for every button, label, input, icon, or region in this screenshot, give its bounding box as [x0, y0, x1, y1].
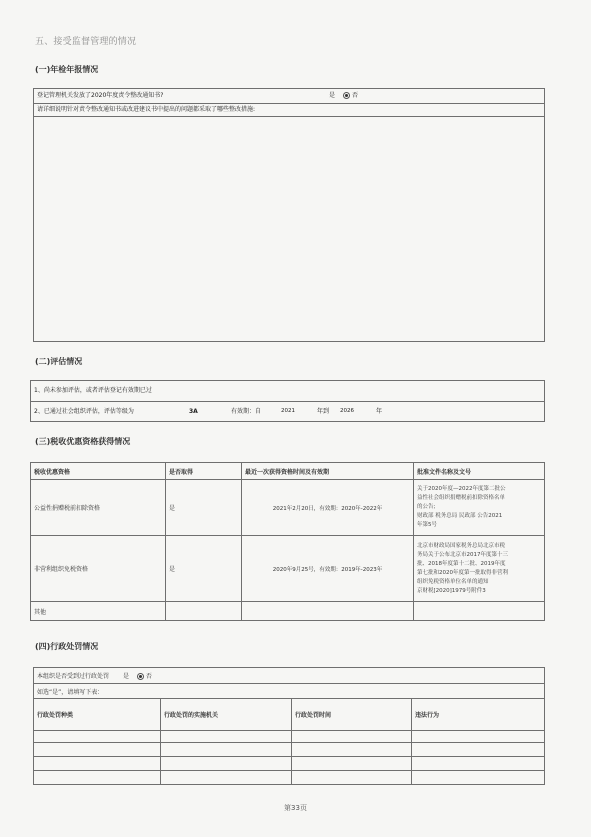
table-cell[interactable] [292, 731, 412, 743]
evaluation-valid-label: 有效期：自 [231, 408, 262, 415]
evaluation-grade: 3A [189, 408, 198, 415]
penalty-instruction-row [34, 684, 545, 699]
penalty-col-header: 行政处罚时间 [292, 699, 412, 731]
table-cell[interactable] [161, 743, 292, 757]
doc-line: 年第5号 [417, 522, 437, 528]
annual-report-question: 登记管理机关发放了2020年度责令整改通知书? [37, 92, 164, 99]
tax-name-cell: 其他 [31, 602, 166, 621]
table-row [34, 771, 545, 785]
penalty-col-header: 行政处罚的实施机关 [161, 699, 292, 731]
penalty-col-header: 行政处罚种类 [34, 699, 161, 731]
tax-obtained-cell: 是 [166, 536, 242, 602]
penalty-table [33, 667, 545, 785]
option-no-label: 否 [351, 92, 358, 99]
evaluation-box [30, 380, 545, 422]
table-cell[interactable] [292, 743, 412, 757]
section-title: 五、接受监督管理的情况 [35, 37, 137, 47]
table-cell[interactable] [161, 731, 292, 743]
evaluation-from-year: 2021 [281, 408, 295, 414]
annual-report-box [33, 88, 545, 342]
tax-doc-cell [414, 480, 545, 536]
table-cell[interactable] [161, 771, 292, 785]
doc-line: 第七批和2020年度第一批取得非营利 [417, 569, 508, 576]
penalty-question: 本组织是否受到过行政处罚 [37, 673, 110, 680]
penalty-header-row [34, 699, 545, 731]
doc-line: 组织免税资格单位名单的通知 [417, 578, 489, 585]
evaluation-to-year: 2026 [340, 408, 354, 414]
tax-table [30, 462, 545, 621]
tax-col-header: 批准文件名称及文号 [414, 463, 545, 480]
evaluation-row-2 [31, 402, 544, 421]
table-row [34, 757, 545, 771]
table-row [34, 731, 545, 743]
penalty-question-row [34, 668, 545, 684]
tax-col-header: 是否取得 [166, 463, 242, 480]
table-cell[interactable] [412, 771, 545, 785]
tax-time-cell: 2021年2月20日，有效期：2020年-2022年 [242, 480, 414, 536]
measures-label: 请详细说明针对责令整改通知书或改进建议书中提出的问题都采取了哪些整改措施: [34, 104, 544, 117]
table-cell[interactable] [34, 731, 161, 743]
option-yes-label: 是 [122, 673, 129, 680]
annual-report-question-row [34, 89, 544, 104]
table-row [31, 602, 545, 621]
table-cell[interactable] [34, 743, 161, 757]
penalty-heading: (四)行政处罚情况 [35, 642, 99, 651]
table-cell[interactable] [34, 757, 161, 771]
penalty-col-header: 违法行为 [412, 699, 545, 731]
tax-name-cell: 非营利组织免税资格 [31, 536, 166, 602]
table-row [31, 536, 545, 602]
tax-doc-cell [414, 536, 545, 602]
option-yes-label: 是 [329, 92, 336, 99]
table-cell[interactable] [412, 757, 545, 771]
tax-time-cell: 2020年9月25号，有效期：2019年-2023年 [242, 536, 414, 602]
doc-line: 的公告; [417, 504, 436, 510]
table-row [34, 743, 545, 757]
table-cell[interactable] [412, 743, 545, 757]
doc-line: 财政部 税务总局 民政部 公告2021 [417, 513, 503, 519]
penalty-question-cell [34, 668, 545, 684]
table-cell[interactable] [292, 771, 412, 785]
doc-line: 务局关于公布北京市2017年度第十三 [417, 551, 508, 558]
evaluation-year-to: 年到 [317, 408, 330, 415]
evaluation-row-2-label: 2、已通过社会组织评估，评估等级为 [34, 408, 134, 415]
doc-line: 关于2020年度—2022年度第二批公 [417, 486, 506, 492]
radio-selected-icon[interactable] [343, 92, 350, 99]
tax-doc-cell[interactable] [414, 602, 545, 621]
measures-textarea[interactable] [34, 117, 544, 341]
tax-time-cell[interactable] [242, 602, 414, 621]
evaluation-year-suffix: 年 [376, 408, 383, 415]
tax-header-row [31, 463, 545, 480]
doc-line: 益性社会组织捐赠税前扣除资格名单 [417, 495, 506, 501]
page-number: 第33页 [284, 804, 307, 812]
table-cell[interactable] [34, 771, 161, 785]
tax-obtained-cell[interactable] [166, 602, 242, 621]
evaluation-row-1: 1、尚未参加评估，或者评估登记有效期已过 [31, 381, 544, 402]
tax-heading: (三)税收优惠资格获得情况 [35, 437, 131, 446]
tax-col-header: 最近一次获得资格时间及有效期 [242, 463, 414, 480]
option-no-label: 否 [145, 673, 152, 680]
table-row [31, 480, 545, 536]
radio-selected-icon[interactable] [137, 673, 144, 680]
evaluation-heading: (二)评估情况 [35, 357, 83, 366]
doc-line: 京财税[2020]1979号附件3 [417, 587, 486, 594]
annual-report-heading: (一)年检年报情况 [35, 65, 99, 74]
annual-report-options [329, 89, 358, 103]
penalty-instruction: 如选“是”，请填写下表： [34, 684, 545, 699]
table-cell[interactable] [161, 757, 292, 771]
doc-line: 批、2018年度第十二批、2019年度 [417, 560, 506, 567]
doc-line: 北京市财政局国家税务总局北京市税 [417, 542, 506, 549]
tax-col-header: 税收优惠资格 [31, 463, 166, 480]
tax-obtained-cell: 是 [166, 480, 242, 536]
tax-name-cell: 公益性捐赠税前扣除资格 [31, 480, 166, 536]
table-cell[interactable] [412, 731, 545, 743]
table-cell[interactable] [292, 757, 412, 771]
